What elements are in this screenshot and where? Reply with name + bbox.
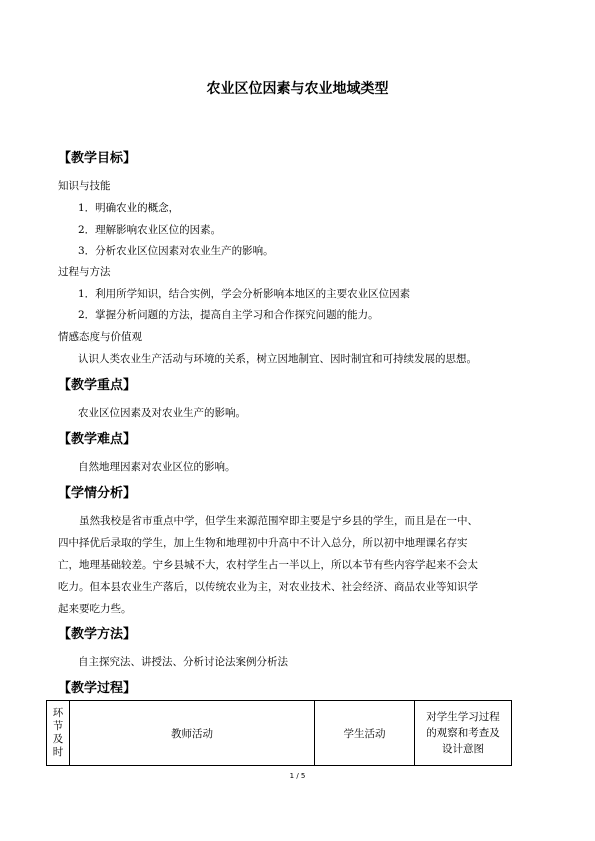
- header-teacher-activity: 教师活动: [70, 701, 315, 766]
- list-item: 2．理解影响农业区位的因素。: [78, 224, 222, 236]
- student-analysis-paragraph: [58, 510, 540, 620]
- list-item: 1．明确农业的概念，: [78, 202, 180, 214]
- paragraph-line: 四中择优后录取的学生，加上生物和地理初中升高中不计入总分，所以初中地理课名存实: [58, 537, 468, 549]
- paragraph-line: 起来要吃力些。: [58, 603, 132, 615]
- teaching-methods-text: 自主探究法、讲授法、分析讨论法案例分析法: [78, 656, 288, 668]
- heading-teaching-process: 【教学过程】: [58, 681, 137, 696]
- list-item: 2．掌握分析问题的方法，提高自主学习和合作探究问题的能力。: [78, 309, 379, 321]
- header-stage-char: 时: [52, 746, 64, 758]
- subheading-attitude: 情感态度与价值观: [58, 331, 142, 343]
- key-points-text: 农业区位因素及对农业生产的影响。: [78, 407, 246, 419]
- paragraph-line: 虽然我校是省市重点中学，但学生来源范围窄即主要是宁乡县的学生，而且是在一中、: [79, 515, 478, 527]
- difficulties-text: 自然地理因素对农业区位的影响。: [78, 461, 236, 473]
- header-stage-char: 及: [52, 733, 64, 745]
- header-observation-line: 的观察和考查及: [426, 727, 500, 739]
- header-stage: [47, 701, 70, 766]
- header-observation-line: 设计意图: [442, 743, 484, 755]
- subheading-process: 过程与方法: [58, 266, 111, 278]
- attitude-text: 认识人类农业生产活动与环境的关系，树立因地制宜、因时制宜和可持续发展的思想。: [78, 353, 477, 365]
- header-stage-char: 环: [52, 707, 64, 719]
- list-item: 1．利用所学知识，结合实例，学会分析影响本地区的主要农业区位因素: [78, 288, 411, 300]
- heading-difficulties: 【教学难点】: [58, 432, 137, 447]
- heading-student-analysis: 【学情分析】: [58, 486, 137, 501]
- list-item: 3．分析农业区位因素对农业生产的影响。: [78, 245, 274, 257]
- header-observation-line: 对学生学习过程: [426, 711, 500, 723]
- teaching-process-table: [46, 700, 512, 766]
- table-header-row: [47, 701, 512, 766]
- paragraph-line: 亡，地理基础较差。宁乡县城不大，农村学生占一半以上，所以本节有些内容学起来不会太: [58, 559, 478, 571]
- heading-teaching-goals: 【教学目标】: [58, 151, 137, 166]
- header-observation: [415, 701, 512, 766]
- subheading-knowledge: 知识与技能: [58, 180, 111, 192]
- heading-teaching-methods: 【教学方法】: [58, 627, 137, 642]
- page-title: 农业区位因素与农业地域类型: [206, 81, 389, 97]
- paragraph-line: 吃力。但本县农业生产落后，以传统农业为主，对农业技术、社会经济、商品农业等知识学: [58, 581, 478, 593]
- header-student-activity: 学生活动: [315, 701, 415, 766]
- header-stage-char: 节: [52, 720, 64, 732]
- page-number: 1 / 5: [289, 772, 306, 780]
- heading-key-points: 【教学重点】: [58, 378, 137, 393]
